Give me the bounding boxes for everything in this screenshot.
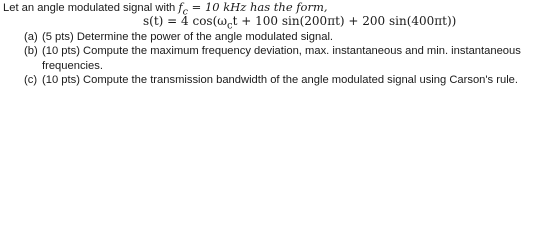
intro-text-before: Let an angle modulated signal with bbox=[3, 2, 179, 14]
question-b-text: (10 pts) Compute the maximum frequency deviation, max. instantaneous and min. instantaneous bbox=[42, 45, 521, 57]
question-c-text: (10 pts) Compute the transmission bandwidth of the angle modulated signal using Carson's rule. bbox=[42, 74, 519, 86]
carrier-frequency-symbol: $f_c$ bbox=[178, 0, 189, 18]
question-c bbox=[24, 73, 518, 87]
question-b-label: (b) bbox=[24, 45, 38, 57]
question-a-label: (a) bbox=[24, 31, 38, 43]
formula-rhs: t + 100 sin(200πt) + 200 sin(400πt)) bbox=[232, 14, 457, 28]
question-b-continuation: frequencies. bbox=[42, 60, 103, 72]
intro-text-after: = 10 kHz has the form, bbox=[188, 0, 328, 14]
question-b bbox=[24, 44, 521, 58]
formula-lhs: s(t) = 4 cos(ω bbox=[143, 14, 228, 28]
formula-subscript: c bbox=[227, 20, 233, 32]
question-c-label: (c) bbox=[24, 74, 38, 86]
question-a bbox=[24, 30, 333, 44]
question-a-text: (5 pts) Determine the power of the angle modulated signal. bbox=[42, 31, 334, 43]
